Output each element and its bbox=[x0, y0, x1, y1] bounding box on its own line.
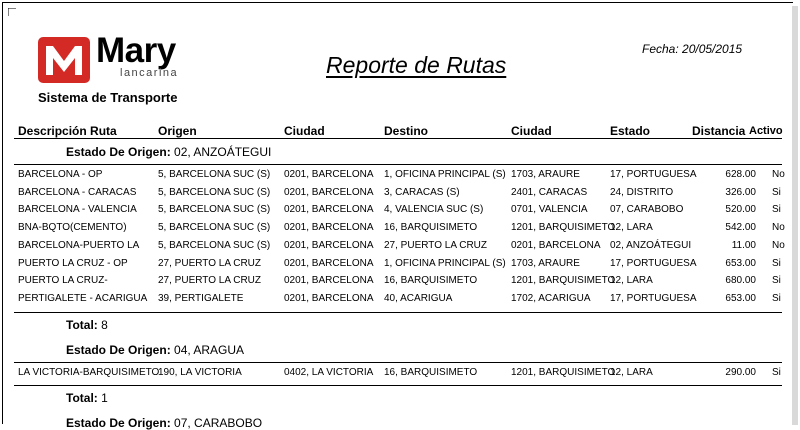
row-origen: 39, PERTIGALETE bbox=[158, 292, 244, 304]
group-total-label: Total: bbox=[66, 317, 98, 332]
row-activo: Si bbox=[772, 292, 781, 304]
logo-subtext: lancarina bbox=[120, 67, 179, 79]
row-descripcion: BNA-BQTO(CEMENTO) bbox=[18, 222, 127, 234]
row-distancia: 653.00 bbox=[725, 257, 756, 269]
row-ciudad-destino: 1201, BARQUISIMETO bbox=[511, 275, 616, 287]
row-destino: 1, OFICINA PRINCIPAL (S) bbox=[384, 169, 506, 180]
group-label-value: 02, ANZOÁTEGUI bbox=[170, 145, 272, 159]
group-total-value: 1 bbox=[97, 391, 108, 406]
row-distancia: 542.00 bbox=[725, 222, 756, 234]
row-descripcion: BARCELONA-PUERTO LA bbox=[18, 239, 140, 251]
col-header-activo: Activo bbox=[749, 125, 783, 137]
row-origen: 27, PUERTO LA CRUZ bbox=[158, 257, 261, 269]
group-label bbox=[66, 416, 262, 430]
row-estado: 17, PORTUGUESA bbox=[610, 292, 697, 304]
group-divider bbox=[14, 164, 782, 165]
row-activo: No bbox=[772, 239, 785, 251]
row-ciudad-origen: 0201, BARCELONA bbox=[284, 186, 374, 198]
row-distancia: 653.00 bbox=[725, 292, 756, 304]
row-origen: 5, BARCELONA SUC (S) bbox=[158, 169, 271, 180]
group-end-divider bbox=[14, 385, 782, 386]
row-activo: Si bbox=[772, 257, 781, 269]
row-descripcion: PERTIGALETE - ACARIGUA bbox=[18, 292, 148, 304]
row-activo: No bbox=[772, 222, 785, 234]
group-label-key: Estado De Origen: bbox=[66, 145, 171, 159]
group-total bbox=[66, 391, 108, 405]
col-header-ciudad-destino: Ciudad bbox=[511, 124, 552, 138]
row-ciudad-destino: 1201, BARQUISIMETO bbox=[511, 366, 616, 378]
row-destino: 3, CARACAS (S) bbox=[384, 186, 460, 198]
header-divider bbox=[14, 138, 782, 139]
row-descripcion: BARCELONA - VALENCIA bbox=[18, 204, 137, 216]
row-ciudad-destino: 1702, ACARIGUA bbox=[511, 292, 591, 304]
col-header-destino: Destino bbox=[384, 124, 429, 138]
row-ciudad-destino: 1703, ARAURE bbox=[511, 169, 580, 180]
page-corner-icon bbox=[8, 8, 16, 16]
row-descripcion: BARCELONA - OP bbox=[18, 169, 103, 180]
col-header-distancia: Distancia bbox=[692, 124, 746, 138]
row-ciudad-origen: 0201, BARCELONA bbox=[284, 275, 374, 287]
row-ciudad-origen: 0201, BARCELONA bbox=[284, 292, 374, 304]
row-estado: 12, LARA bbox=[610, 222, 653, 234]
row-ciudad-destino: 1703, ARAURE bbox=[511, 257, 580, 269]
row-ciudad-origen: 0201, BARCELONA bbox=[284, 169, 374, 180]
row-ciudad-destino: 0201, BARCELONA bbox=[511, 239, 601, 251]
row-destino: 16, BARQUISIMETO bbox=[384, 275, 478, 287]
row-estado: 12, LARA bbox=[610, 275, 653, 287]
row-estado: 12, LARA bbox=[610, 366, 653, 378]
col-header-descripcion: Descripción Ruta bbox=[18, 124, 117, 138]
row-descripcion: LA VICTORIA-BARQUISIMETO bbox=[18, 366, 160, 378]
group-label-key: Estado De Origen: bbox=[66, 342, 171, 357]
group-label bbox=[66, 145, 271, 159]
col-header-estado: Estado bbox=[610, 124, 651, 138]
row-destino: 16, BARQUISIMETO bbox=[384, 366, 478, 378]
row-origen: 190, LA VICTORIA bbox=[158, 366, 242, 378]
row-destino: 40, ACARIGUA bbox=[384, 292, 453, 304]
row-estado: 17, PORTUGUESA bbox=[610, 169, 697, 180]
row-ciudad-origen: 0201, BARCELONA bbox=[284, 239, 374, 251]
row-estado: 07, CARABOBO bbox=[610, 204, 684, 216]
row-activo: Si bbox=[772, 204, 781, 216]
group-label bbox=[66, 343, 244, 357]
col-header-origen: Origen bbox=[158, 124, 197, 138]
row-origen: 5, BARCELONA SUC (S) bbox=[158, 204, 271, 216]
row-distancia: 628.00 bbox=[725, 169, 756, 180]
row-destino: 1, OFICINA PRINCIPAL (S) bbox=[384, 257, 506, 269]
row-origen: 5, BARCELONA SUC (S) bbox=[158, 239, 271, 251]
row-destino: 16, BARQUISIMETO bbox=[384, 222, 478, 234]
group-label-value: 04, ARAGUA bbox=[170, 342, 245, 357]
report-title: Reporte de Rutas bbox=[326, 52, 507, 78]
row-descripcion: BARCELONA - CARACAS bbox=[18, 186, 137, 198]
row-distancia: 290.00 bbox=[725, 366, 756, 378]
group-label-value: 07, CARABOBO bbox=[170, 416, 263, 430]
row-activo: Si bbox=[772, 186, 781, 198]
row-activo: Si bbox=[772, 275, 781, 287]
row-estado: 17, PORTUGUESA bbox=[610, 257, 697, 269]
row-descripcion: PUERTO LA CRUZ- bbox=[18, 275, 108, 287]
row-ciudad-origen: 0201, BARCELONA bbox=[284, 204, 374, 216]
system-name: Sistema de Transporte bbox=[38, 90, 178, 105]
group-total bbox=[66, 318, 108, 332]
page-shadow bbox=[792, 6, 798, 425]
row-activo: Si bbox=[772, 366, 781, 378]
logo-m-icon bbox=[38, 37, 90, 83]
row-ciudad-destino: 2401, CARACAS bbox=[511, 186, 588, 198]
report-date: Fecha: 20/05/2015 bbox=[642, 42, 743, 56]
row-origen: 5, BARCELONA SUC (S) bbox=[158, 186, 271, 198]
row-descripcion: PUERTO LA CRUZ - OP bbox=[18, 257, 128, 269]
row-ciudad-origen: 0201, BARCELONA bbox=[284, 257, 374, 269]
row-origen: 27, PUERTO LA CRUZ bbox=[158, 275, 261, 287]
row-origen: 5, BARCELONA SUC (S) bbox=[158, 222, 271, 234]
row-estado: 24, DISTRITO bbox=[610, 186, 674, 198]
col-header-ciudad-origen: Ciudad bbox=[284, 124, 325, 138]
group-total-value: 8 bbox=[97, 317, 108, 332]
row-ciudad-origen: 0402, LA VICTORIA bbox=[284, 366, 374, 378]
row-estado: 02, ANZOÁTEGUI bbox=[610, 239, 692, 251]
group-end-divider bbox=[14, 312, 782, 313]
logo-word: Mary bbox=[96, 31, 176, 70]
row-distancia: 520.00 bbox=[725, 204, 756, 216]
row-ciudad-destino: 1201, BARQUISIMETO bbox=[511, 222, 616, 234]
row-activo: No bbox=[772, 169, 785, 180]
row-distancia: 326.00 bbox=[725, 186, 756, 198]
group-label-key: Estado De Origen: bbox=[66, 416, 171, 430]
row-ciudad-destino: 0701, VALENCIA bbox=[511, 204, 588, 216]
row-destino: 4, VALENCIA SUC (S) bbox=[384, 204, 484, 216]
row-distancia: 680.00 bbox=[725, 275, 756, 287]
row-ciudad-origen: 0201, BARCELONA bbox=[284, 222, 374, 234]
group-total-label: Total: bbox=[66, 391, 98, 406]
row-destino: 27, PUERTO LA CRUZ bbox=[384, 239, 487, 251]
row-distancia: 11.00 bbox=[731, 239, 756, 251]
group-divider bbox=[14, 362, 782, 363]
